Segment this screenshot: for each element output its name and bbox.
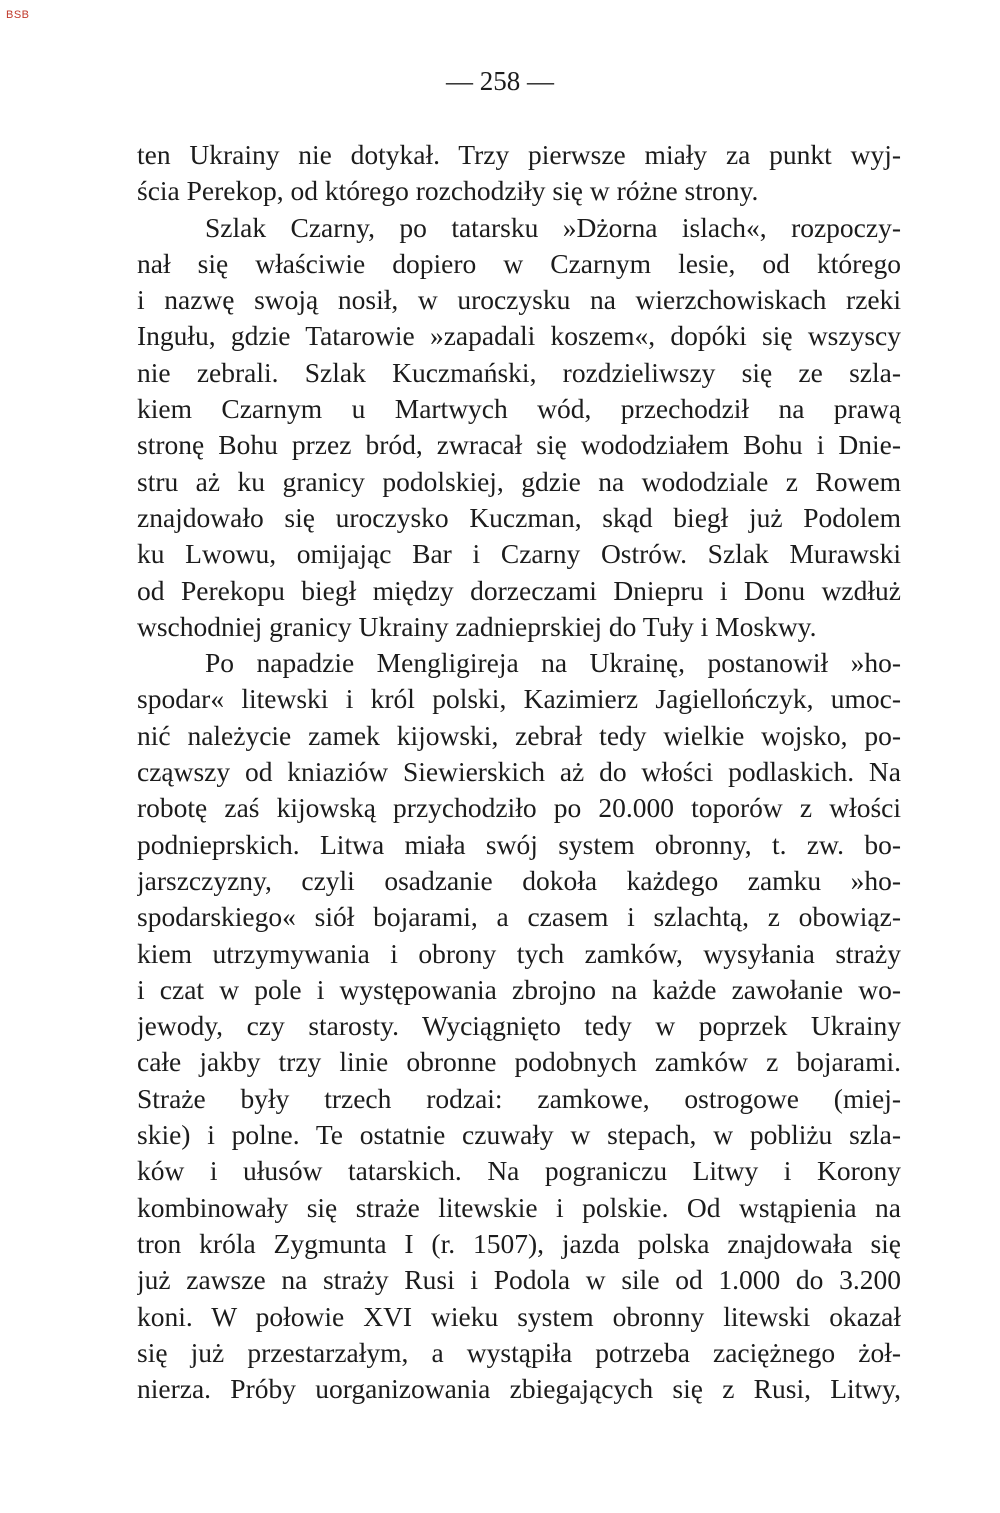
text-line: Ingułu, gdzie Tatarowie »zapadali koszem«, dopóki się wszyscy xyxy=(137,320,901,352)
text-line: skie) i polne. Te ostatnie czuwały w stepach, w pobliżu szla- xyxy=(137,1119,901,1151)
text-line: wschodniej granicy Ukrainy zadnieprskiej do Tuły i Moskwy. xyxy=(137,610,817,642)
text-line: spodarskiego« siół bojarami, a czasem i szlachtą, z obowiąz- xyxy=(137,901,901,933)
text-line: koni. W połowie XVI wieku system obronny litewski okazał xyxy=(137,1300,901,1332)
text-line: ku Lwowu, omijając Bar i Czarny Ostrów. Szlak Murawski xyxy=(137,538,901,570)
text-line: się już przestarzałym, a wystąpiła potrzeba zaciężnego żoł- xyxy=(137,1336,901,1368)
text-line: i nazwę swoją nosił, w uroczysku na wierzchowiskach rzeki xyxy=(137,284,901,316)
library-watermark: BSB xyxy=(6,9,30,21)
text-line: nie zebrali. Szlak Kuczmański, rozdzieliwszy się ze szla- xyxy=(137,356,901,388)
text-line: i czat w pole i występowania zbrojno na każde zawołanie wo- xyxy=(137,973,901,1005)
text-line: jewody, czy starosty. Wyciągnięto tedy w poprzek Ukrainy xyxy=(137,1010,901,1042)
text-line: jarszczyzny, czyli osadzanie dokoła każdego zamku »ho- xyxy=(137,864,901,896)
text-line: kiem Czarnym u Martwych wód, przechodził na prawą xyxy=(137,393,901,425)
text-line: znajdowało się uroczysko Kuczman, skąd biegł już Podolem xyxy=(137,501,901,533)
text-line: stronę Bohu przez bród, zwracał się wododziałem Bohu i Dnie- xyxy=(137,429,901,461)
text-line: Po napadzie Mengligireja na Ukrainę, postanowił »ho- xyxy=(205,647,901,679)
text-line: już zawsze na straży Rusi i Podola w sile od 1.000 do 3.200 xyxy=(137,1264,901,1296)
text-line: robotę zaś kijowską przychodziło po 20.000 toporów z włości xyxy=(137,792,901,824)
page-number: — 258 — xyxy=(446,66,554,96)
text-line: stru aż ku granicy podolskiej, gdzie na wododziale z Rowem xyxy=(137,465,901,497)
text-line: cząwszy od kniaziów Siewierskich aż do włości podlaskich. Na xyxy=(137,756,901,788)
text-line: całe jakby trzy linie obronne podobnych zamków z bojarami. xyxy=(137,1046,901,1078)
text-line: kombinowały się straże litewskie i polskie. Od wstąpienia na xyxy=(137,1191,901,1223)
text-line: tron króla Zygmunta I (r. 1507), jazda polska znajdowała się xyxy=(137,1227,901,1259)
text-line: nał się właściwie dopiero w Czarnym lesie, od którego xyxy=(137,247,901,279)
text-line: nić należycie zamek kijowski, zebrał tedy wielkie wojsko, po- xyxy=(137,719,901,751)
body-text xyxy=(137,137,901,1407)
text-line: Straże były trzech rodzai: zamkowe, ostrogowe (miej- xyxy=(137,1082,901,1114)
text-line: nierza. Próby uorganizowania zbiegających się z Rusi, Litwy, xyxy=(137,1373,901,1405)
text-line: Szlak Czarny, po tatarsku »Dżorna islach«, rozpoczy- xyxy=(205,211,901,243)
text-line: ków i ułusów tatarskich. Na pograniczu Litwy i Korony xyxy=(137,1155,901,1187)
text-line: kiem utrzymywania i obrony tych zamków, wysyłania straży xyxy=(137,937,901,969)
text-line: spodar« litewski i król polski, Kazimierz Jagiellończyk, umoc- xyxy=(137,683,901,715)
text-line: ten Ukrainy nie dotykał. Trzy pierwsze miały za punkt wyj- xyxy=(137,139,901,170)
text-line: od Perekopu biegł między dorzeczami Dniepru i Donu wzdłuż xyxy=(137,574,901,606)
text-line: podnieprskich. Litwa miała swój system obronny, t. zw. bo- xyxy=(137,828,901,860)
text-line: ścia Perekop, od którego rozchodziły się w różne strony. xyxy=(137,175,759,207)
